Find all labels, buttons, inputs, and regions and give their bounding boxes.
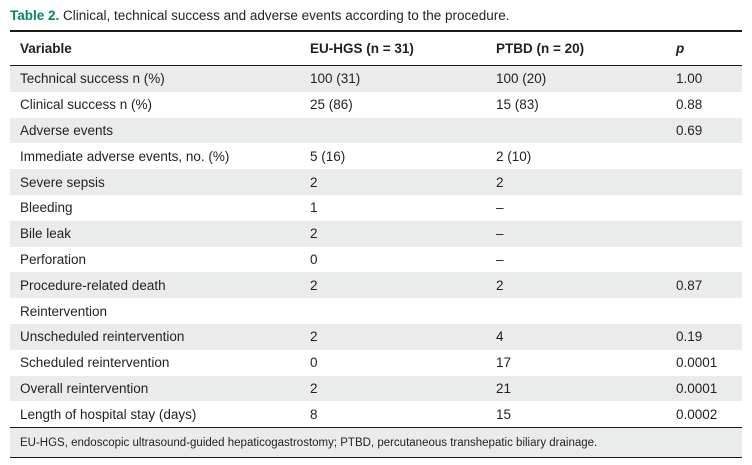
cell-ptbd: –: [486, 221, 666, 247]
table-row: [10, 118, 742, 144]
cell-variable: Clinical success n (%): [20, 97, 153, 113]
table-row: [10, 376, 742, 402]
cell-p: 0.88: [676, 97, 703, 113]
cell-variable: Perforation: [20, 251, 87, 267]
table-row: [10, 143, 742, 169]
cell-eu-hgs: 1: [310, 200, 318, 216]
cell-variable: Technical success n (%): [10, 66, 300, 92]
table-row: [10, 195, 742, 221]
header-p: [666, 31, 742, 66]
table-label: Table 2.: [10, 8, 60, 23]
cell-eu-hgs: [300, 298, 486, 324]
cell-p: 0.0001: [676, 355, 718, 371]
cell-variable: Unscheduled reintervention: [10, 324, 300, 350]
table-row: [10, 401, 742, 427]
table-row: [10, 92, 742, 118]
cell-ptbd: 15 (83): [496, 97, 539, 113]
cell-variable: Immediate adverse events, no. (%): [20, 148, 230, 164]
table-row: [10, 66, 742, 92]
cell-p: [666, 221, 742, 247]
cell-ptbd: 15: [496, 406, 512, 422]
cell-p: 0.69: [666, 118, 742, 144]
cell-variable: Length of hospital stay (days): [20, 406, 197, 422]
cell-eu-hgs: 0: [310, 251, 318, 267]
table-row: [10, 272, 742, 298]
cell-p: 0.87: [666, 272, 742, 298]
table-row: [10, 247, 742, 273]
cell-p: [666, 169, 742, 195]
cell-variable: Scheduled reintervention: [20, 355, 170, 371]
header-ptbd: [486, 31, 666, 66]
header-eu-hgs: [300, 31, 486, 66]
cell-ptbd: 17: [496, 355, 512, 371]
cell-p: 0.0001: [666, 376, 742, 402]
cell-eu-hgs: 2: [300, 376, 486, 402]
cell-ptbd: 2: [486, 272, 666, 298]
cell-ptbd: –: [496, 251, 504, 267]
cell-eu-hgs: 100 (31): [300, 66, 486, 92]
cell-ptbd: [486, 298, 666, 324]
cell-ptbd: 21: [486, 376, 666, 402]
header-eu-hgs-label: EU-HGS (n = 31): [310, 41, 414, 56]
cell-variable: Adverse events: [10, 118, 300, 144]
cell-eu-hgs: [300, 118, 486, 144]
cell-variable: Overall reintervention: [10, 376, 300, 402]
results-table: [10, 30, 742, 458]
cell-eu-hgs: 2: [300, 169, 486, 195]
cell-p: [666, 298, 742, 324]
cell-variable: Procedure-related death: [10, 272, 300, 298]
cell-p: 1.00: [666, 66, 742, 92]
table-row: [10, 298, 742, 324]
cell-variable: Bile leak: [10, 221, 300, 247]
cell-eu-hgs: 25 (86): [310, 97, 353, 113]
header-ptbd-label: PTBD (n = 20): [496, 41, 585, 56]
cell-p: [666, 247, 742, 273]
header-p-label: p: [676, 41, 685, 56]
cell-p: [666, 195, 742, 221]
cell-p: 0.0002: [676, 406, 718, 422]
cell-ptbd: –: [496, 200, 504, 216]
table-row: [10, 221, 742, 247]
cell-variable: Reintervention: [20, 303, 108, 319]
cell-eu-hgs: 2: [300, 272, 486, 298]
table-row: [10, 324, 742, 350]
cell-eu-hgs: 0: [310, 355, 318, 371]
cell-eu-hgs: 5 (16): [310, 148, 346, 164]
header-row: [10, 31, 742, 66]
cell-p: [666, 143, 742, 169]
table-footnote: EU-HGS, endoscopic ultrasound-guided hepaticogastrostomy; PTBD, percutaneous transhepatic biliary drainage.: [10, 428, 742, 458]
cell-ptbd: 2: [486, 169, 666, 195]
table-title: Clinical, technical success and adverse events according to the procedure.: [63, 8, 510, 23]
cell-eu-hgs: 2: [300, 324, 486, 350]
cell-ptbd: 4: [486, 324, 666, 350]
cell-eu-hgs: 2: [300, 221, 486, 247]
cell-variable: Bleeding: [20, 200, 73, 216]
cell-ptbd: [486, 118, 666, 144]
header-variable: Variable: [10, 31, 300, 66]
table-row: [10, 350, 742, 376]
footnote-row: [10, 428, 742, 458]
cell-eu-hgs: 8: [310, 406, 318, 422]
cell-ptbd: 2 (10): [496, 148, 532, 164]
cell-variable: Severe sepsis: [10, 169, 300, 195]
table-row: [10, 169, 742, 195]
cell-ptbd: 100 (20): [486, 66, 666, 92]
cell-p: 0.19: [666, 324, 742, 350]
table-caption: [10, 6, 510, 26]
